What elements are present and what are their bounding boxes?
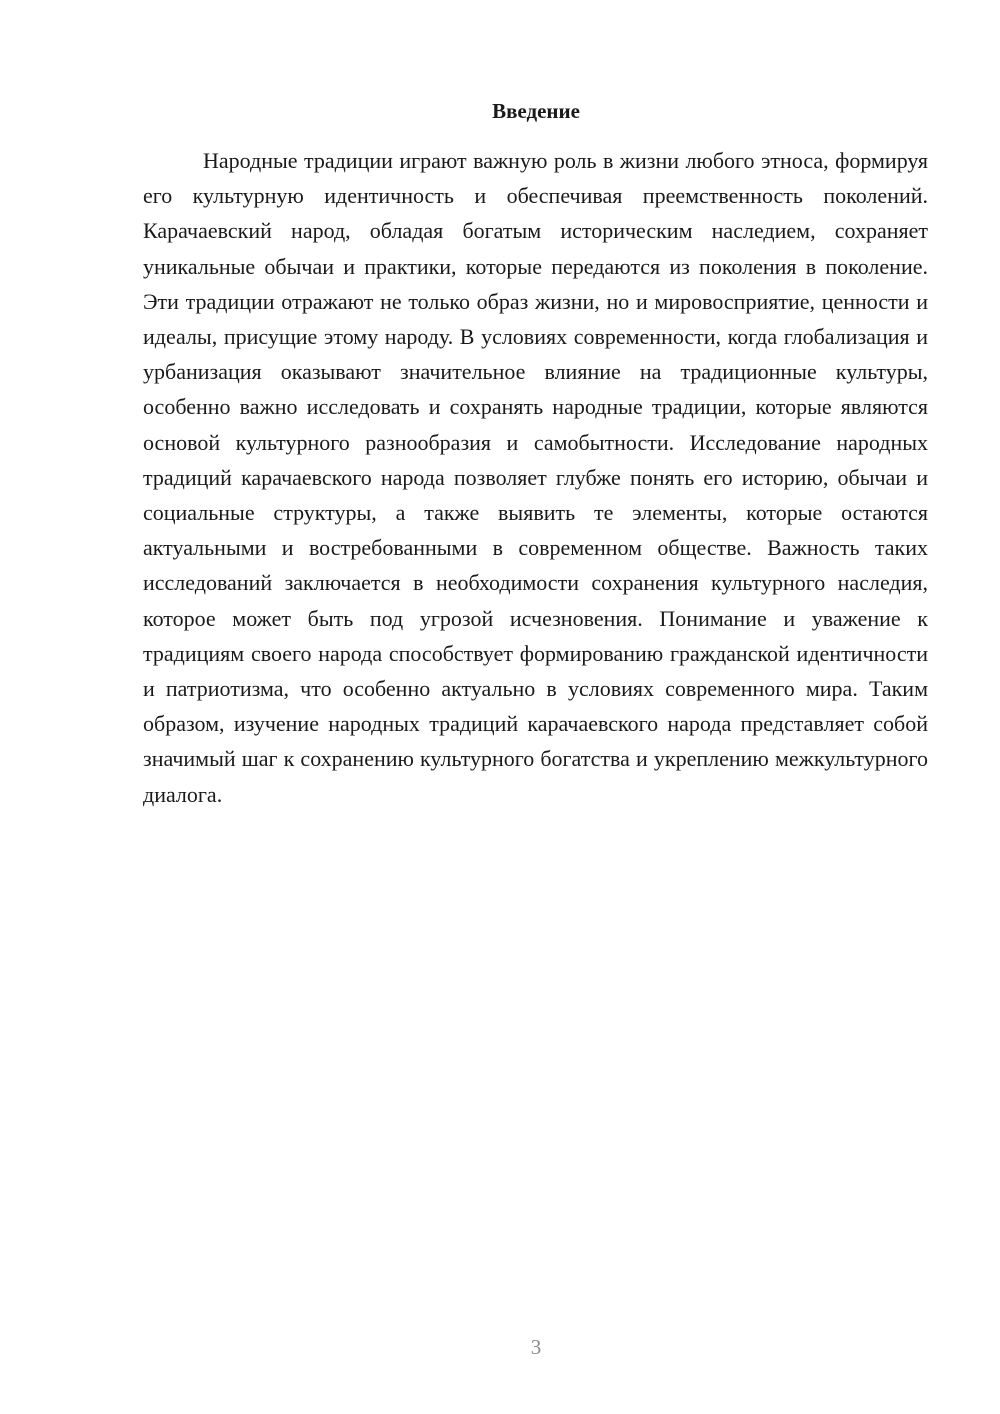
section-heading: Введение bbox=[492, 99, 580, 123]
page-number: 3 bbox=[530, 1335, 542, 1359]
body-paragraph: Народные традиции играют важную роль в жизни любого этноса, формируя его культурную идентичность и обеспечивая преемственность поколений. Карачаевский народ, обладая богатым историческим наследием, сохраняет уникальные обычаи и практики, которые передаются из поколения в поколение. Эти традиции отражают не только образ жизни, но и мировосприятие, ценности и идеалы, присущие этому народу. В условиях современности, когда глобализация и урбанизация оказывают значительное влияние на традиционные культуры, особенно важно исследовать и сохранять народные традиции, которые являются основой культурного разнообразия и самобытности. Исследование народных традиций карачаевского народа позволяет глубже понять его историю, обычаи и социальные структуры, а также выявить те элементы, которые остаются актуальными и востребованными в современном обществе. Важность таких исследований заключается в необходимости сохранения культурного наследия, которое может быть под угрозой исчезновения. Понимание и уважение к традициям своего народа способствует формированию гражданской идентичности и патриотизма, что особенно актуально в условиях современного мира. Таким образом, изучение народных традиций карачаевского народа представляет собой значимый шаг к сохранению культурного богатства и укреплению межкультурного диалога. bbox=[143, 148, 928, 807]
